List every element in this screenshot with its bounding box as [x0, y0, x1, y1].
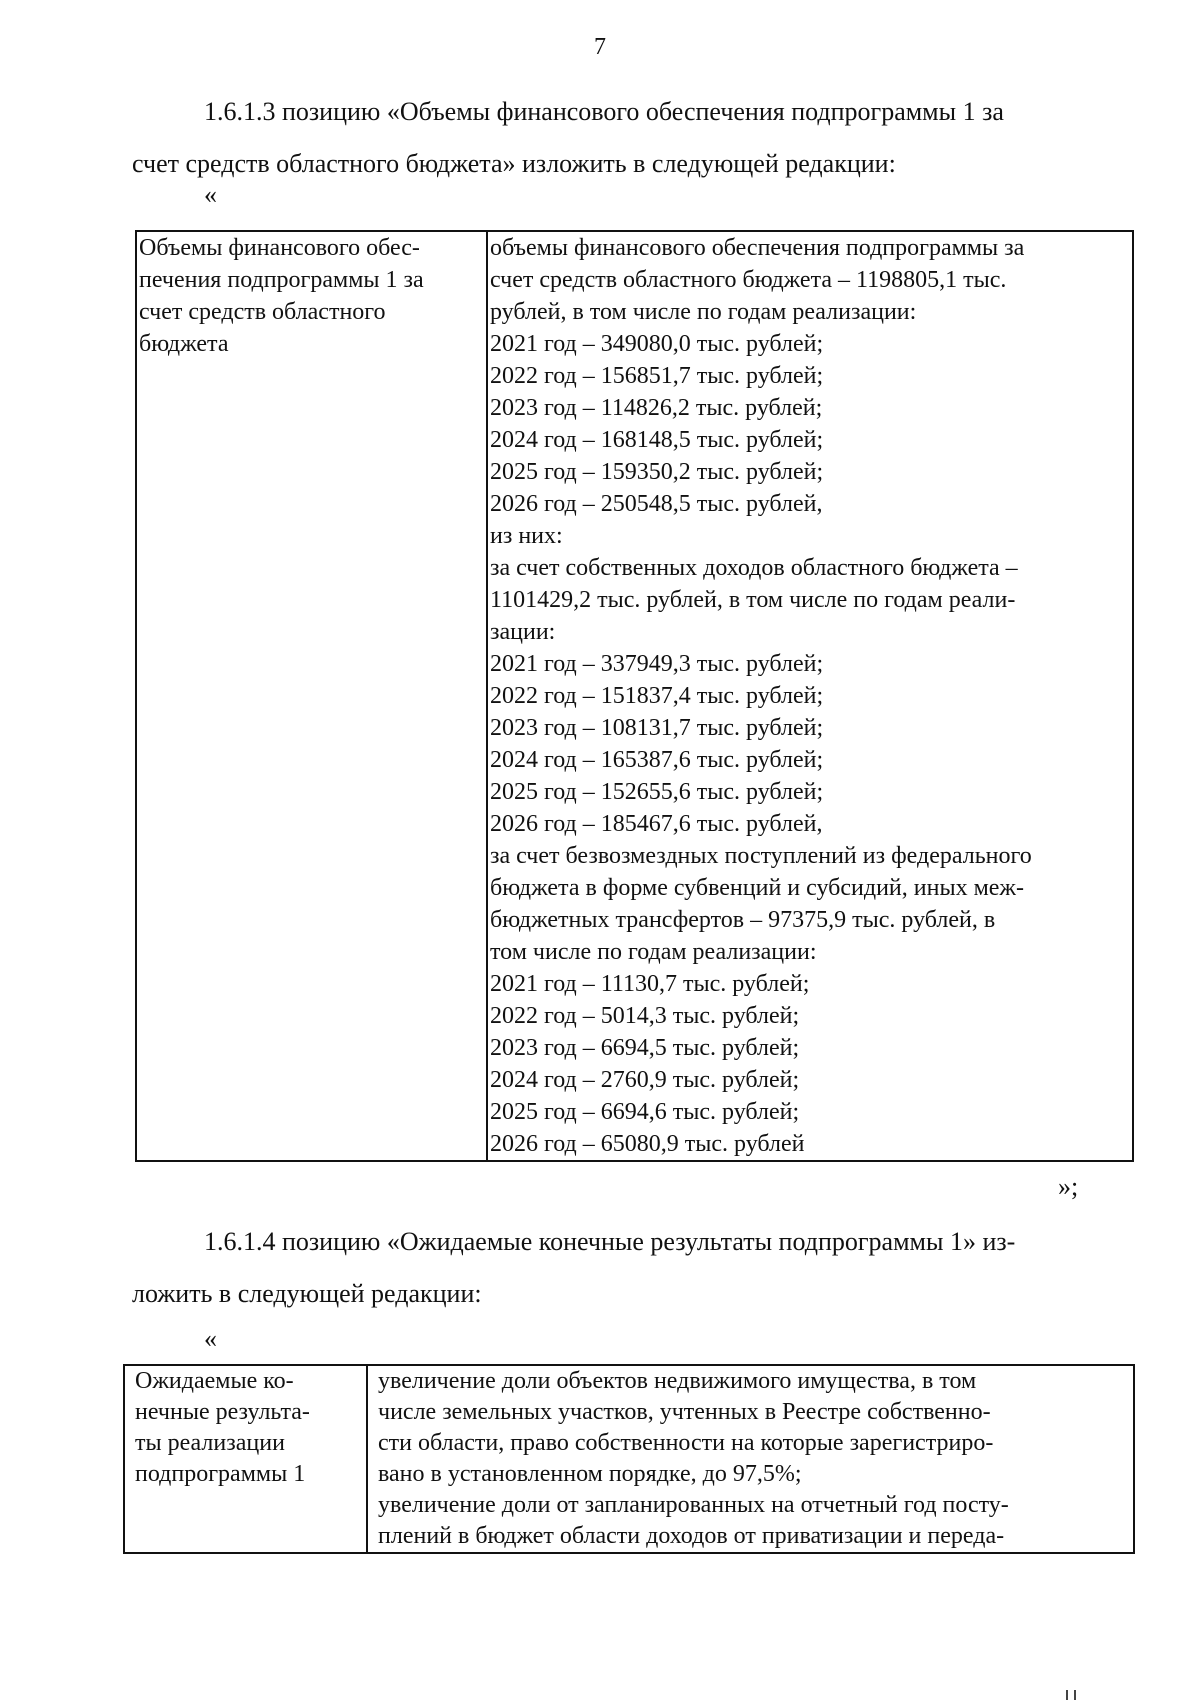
- cell-line: счет средств областного: [139, 299, 386, 325]
- open-quote: «: [204, 180, 217, 209]
- close-quote: »;: [1058, 1172, 1079, 1201]
- cell-line: 2023 год – 6694,5 тыс. рублей;: [490, 1035, 800, 1061]
- cell-line: 2021 год – 337949,3 тыс. рублей;: [490, 651, 824, 677]
- cell-line: подпрограммы 1: [135, 1461, 306, 1487]
- page-number: 7: [594, 34, 606, 60]
- results-table: [123, 1364, 1135, 1554]
- paragraph-1613: [132, 86, 1122, 190]
- cell-line: 2025 год – 152655,6 тыс. рублей;: [490, 779, 824, 805]
- paragraph-1614: [132, 1216, 1122, 1320]
- cell-line: 2022 год – 156851,7 тыс. рублей;: [490, 363, 824, 389]
- cell-line: 2024 год – 165387,6 тыс. рублей;: [490, 747, 824, 773]
- cell-line: вано в установленном порядке, до 97,5%;: [378, 1461, 802, 1487]
- cell-line: 2024 год – 168148,5 тыс. рублей;: [490, 427, 824, 453]
- cell-line: Ожидаемые ко-: [135, 1368, 294, 1394]
- table-cell-value: [487, 231, 1133, 1161]
- table-cell-value: [367, 1365, 1134, 1553]
- cell-line: 2021 год – 11130,7 тыс. рублей;: [490, 971, 810, 997]
- cell-line: 2024 год – 2760,9 тыс. рублей;: [490, 1067, 800, 1093]
- table-cell-label: [124, 1365, 367, 1553]
- cell-line: увеличение доли от запланированных на отчетный год посту-: [378, 1492, 1009, 1518]
- cell-line: счет средств областного бюджета – 1198805,1 тыс.: [490, 267, 1007, 293]
- cell-line: за счет безвозмездных поступлений из федерального: [490, 843, 1032, 869]
- cell-line: 2025 год – 6694,6 тыс. рублей;: [490, 1099, 800, 1125]
- cell-line: 2026 год – 250548,5 тыс. рублей,: [490, 491, 823, 517]
- paragraph-1614-line: 1.6.1.4 позицию «Ожидаемые конечные результаты подпрограммы 1» из-: [204, 1227, 1016, 1256]
- paragraph-1613-line: счет средств областного бюджета» изложить в следующей редакции:: [132, 149, 896, 178]
- cell-line: том числе по годам реализации:: [490, 939, 817, 965]
- paragraph-1614-line: ложить в следующей редакции:: [132, 1279, 482, 1308]
- cell-line: ты реализации: [135, 1430, 285, 1456]
- cell-line: 2026 год – 65080,9 тыс. рублей: [490, 1131, 805, 1157]
- cell-line: 2026 год – 185467,6 тыс. рублей,: [490, 811, 823, 837]
- cell-line: из них:: [490, 523, 563, 549]
- cell-line: числе земельных участков, учтенных в Реестре собственно-: [378, 1399, 991, 1425]
- cell-line: 1101429,2 тыс. рублей, в том числе по годам реали-: [490, 587, 1016, 613]
- cell-line: плений в бюджет области доходов от приватизации и переда-: [378, 1523, 1005, 1549]
- cell-line: бюджета в форме субвенций и субсидий, иных меж-: [490, 875, 1024, 901]
- funding-table: [135, 230, 1134, 1162]
- cell-line: бюджетных трансфертов – 97375,9 тыс. рублей, в: [490, 907, 996, 933]
- cell-line: нечные результа-: [135, 1399, 310, 1425]
- cell-line: рублей, в том числе по годам реализации:: [490, 299, 917, 325]
- cell-line: 2025 год – 159350,2 тыс. рублей;: [490, 459, 824, 485]
- cell-line: увеличение доли объектов недвижимого имущества, в том: [378, 1368, 977, 1394]
- cell-line: 2023 год – 114826,2 тыс. рублей;: [490, 395, 823, 421]
- cell-line: зации:: [490, 619, 556, 645]
- cell-line: Объемы финансового обес-: [139, 235, 420, 261]
- paragraph-1613-line: 1.6.1.3 позицию «Объемы финансового обеспечения подпрограммы 1 за: [204, 97, 1004, 126]
- open-quote: «: [204, 1324, 217, 1353]
- cell-line: 2022 год – 5014,3 тыс. рублей;: [490, 1003, 800, 1029]
- cell-line: за счет собственных доходов областного бюджета –: [490, 555, 1018, 581]
- cell-line: печения подпрограммы 1 за: [139, 267, 424, 293]
- cell-line: 2021 год – 349080,0 тыс. рублей;: [490, 331, 824, 357]
- cell-line: 2022 год – 151837,4 тыс. рублей;: [490, 683, 824, 709]
- cell-line: бюджета: [139, 331, 229, 357]
- cell-line: объемы финансового обеспечения подпрограммы за: [490, 235, 1025, 261]
- scan-artifact: [1066, 1687, 1096, 1697]
- table-cell-label: [136, 231, 487, 1161]
- cell-line: 2023 год – 108131,7 тыс. рублей;: [490, 715, 824, 741]
- table-row: [124, 1365, 1134, 1553]
- table-row: [136, 231, 1133, 1161]
- cell-line: сти области, право собственности на которые зарегистриро-: [378, 1430, 994, 1456]
